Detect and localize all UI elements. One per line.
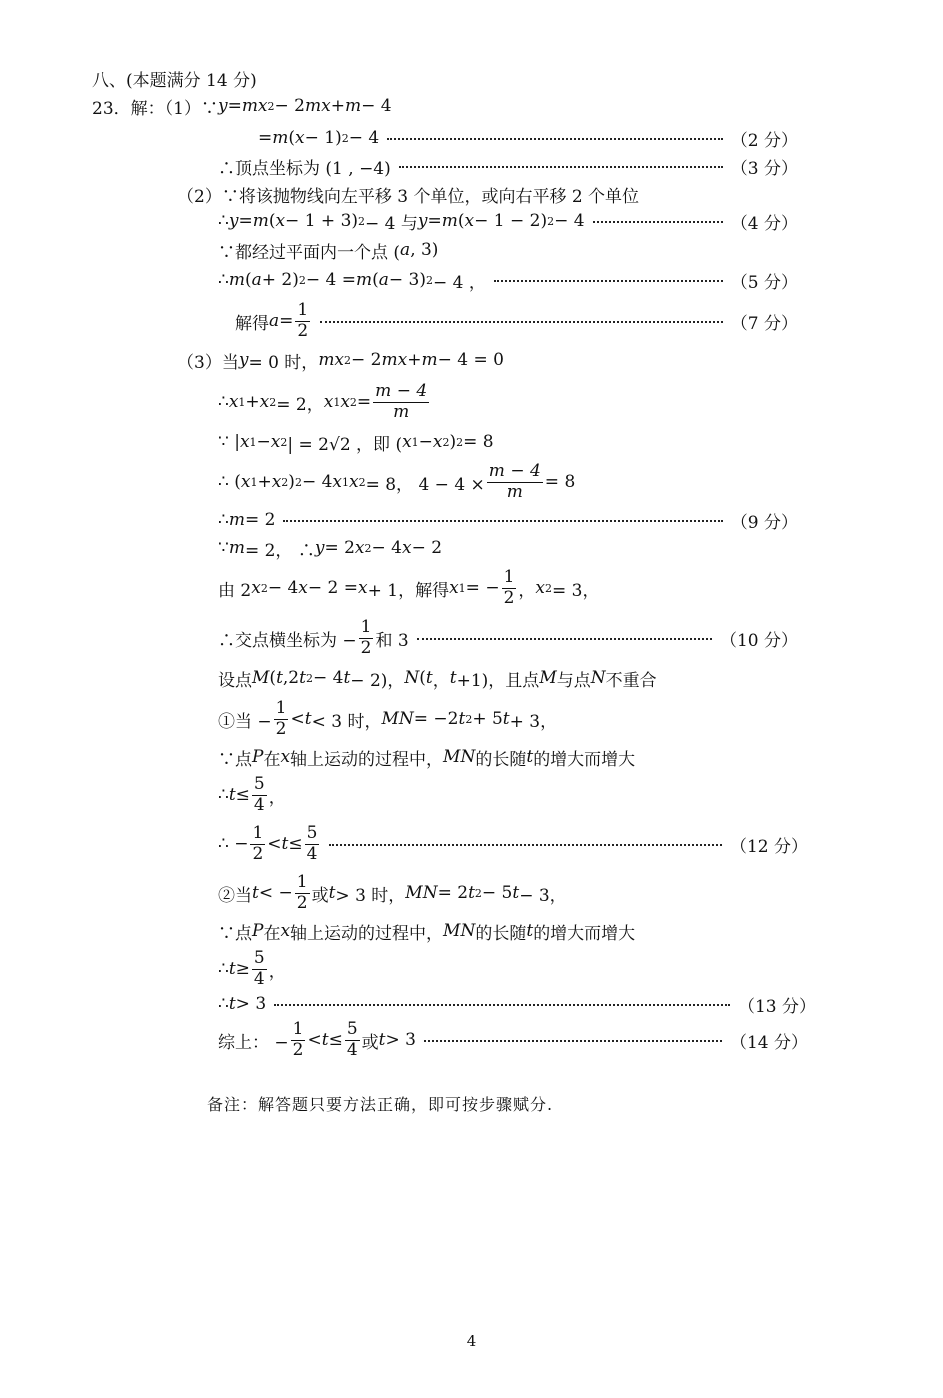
solution-step-3b: ∴ x 1 + x 2 = 2， x 1 x 2 = $\frac{m - 4}{m}$ (218, 380, 428, 422)
fraction: $\frac{1}{2}$ (275, 697, 287, 739)
solution-step-2e: 解得 a = $\frac{1}{2}$ （7 分） (235, 299, 798, 341)
fraction: $\frac{m - 4}{m}$ (488, 460, 541, 502)
score-label: （12 分） (729, 836, 808, 857)
solution-case-1: ①当 − $\frac{1}{2}$ < t < 3 时， MN = −2 t 2 + 5 t + 3， (218, 697, 558, 739)
solution-step-2d: ∴ m ( a + 2) 2 − 4 = m ( a − 3) 2 − 4 ， （5 分） (218, 265, 798, 295)
fraction: $\frac{5}{4}$ (253, 947, 265, 989)
solution-case-2-reason: ∵点 P 在 x 轴上运动的过程中， MN 的长随 t 的增大而增大 (218, 921, 636, 944)
solution-step-3d: ∴ ( x 1 + x 2 ) 2 − 4 x 1 x 2 = 8， 4 − 4 × $\frac{m - 4}{m}$ = 8 (218, 460, 576, 502)
solution-step-3a: （3）当 y = 0 时， mx 2 − 2 mx + m − 4 = 0 (177, 350, 504, 373)
solution-case-1-reason: ∵点 P 在 x 轴上运动的过程中， MN 的长随 t 的增大而增大 (218, 747, 636, 770)
solution-step-2c: ∵都经过平面内一个点 ( a , 3) (218, 240, 439, 263)
dot-leader (283, 518, 722, 522)
score-label: （4 分） (730, 213, 798, 234)
score-label: （10 分） (719, 630, 798, 651)
section-title: 八、(本题满分 14 分) (92, 70, 257, 91)
score-label: （2 分） (730, 130, 798, 151)
fraction: $\frac{1}{2}$ (296, 871, 308, 913)
score-label: （13 分） (737, 996, 816, 1017)
fraction: $\frac{1}{2}$ (292, 1018, 304, 1060)
score-label: （9 分） (730, 512, 798, 533)
solution-step-3g: 由 2 x 2 − 4 x − 2 = x + 1，解得 x 1 = − $\frac{1}{2}$ ， x 2 = 3， (218, 566, 600, 608)
dot-leader (593, 219, 723, 223)
solution-case-1-bound: ∴ t ≤ $\frac{5}{4}$ ， (218, 773, 286, 815)
solution-case-2-result: ∴ t > 3 （13 分） (218, 989, 816, 1019)
dot-leader (274, 1002, 730, 1006)
solution-step-3e: ∴ m = 2 （9 分） (218, 505, 798, 535)
solution-vertex: ∴顶点坐标为 (1 , −4) （3 分） (218, 151, 798, 181)
solution-step-3i: 设点 M ( t ,2 t 2 − 4 t − 2)， N ( t ， t +1)，且点 M 与点 N 不重合 (218, 668, 657, 691)
fraction: $\frac{1}{2}$ (360, 616, 372, 658)
solution-step-2b: ∴ y = m ( x − 1 + 3) 2 − 4 与 y = m ( x − 1 − 2) 2 − 4 （4 分） (218, 206, 798, 236)
dot-leader (424, 1038, 722, 1042)
solution-step-3f: ∵ m = 2， ∴ y = 2 x 2 − 4 x − 2 (218, 538, 443, 561)
dot-leader (329, 842, 721, 846)
page-number: 4 (466, 1332, 477, 1350)
dot-leader (320, 319, 723, 323)
solution-case-2: ②当 t < − $\frac{1}{2}$ 或 t > 3 时， MN = 2 t 2 − 5 t − 3， (218, 871, 567, 913)
fraction: $\frac{1}{2}$ (503, 566, 515, 608)
fraction: $\frac{5}{4}$ (306, 822, 318, 864)
score-label: （7 分） (730, 313, 798, 334)
score-label: （3 分） (730, 158, 798, 179)
solution-case-1-result: ∴ − $\frac{1}{2}$ < t ≤ $\frac{5}{4}$ （12 分） (218, 822, 808, 864)
fraction: $\frac{5}{4}$ (253, 773, 265, 815)
score-label: （14 分） (729, 1032, 808, 1053)
solution-step-1b: = m ( x − 1) 2 − 4 （2 分） (258, 123, 798, 153)
solution-conclusion: 综上： − $\frac{1}{2}$ < t ≤ $\frac{5}{4}$ 或 t > 3 （14 分） (218, 1018, 808, 1060)
fraction: $\frac{1}{2}$ (252, 822, 264, 864)
score-label: （5 分） (730, 272, 798, 293)
dot-leader (417, 636, 712, 640)
dot-leader (494, 278, 723, 282)
fraction: $\frac{m - 4}{m}$ (375, 380, 428, 422)
solution-step-2a: （2）∵将该抛物线向左平移 3 个单位，或向右平移 2 个单位 (177, 186, 640, 207)
solution-case-2-bound: ∴ t ≥ $\frac{5}{4}$ ， (218, 947, 286, 989)
solution-step-1a: 23．解：（1）∵ y = mx 2 − 2 mx + m − 4 (92, 96, 392, 119)
grading-note: 备注：解答题只要方法正确，即可按步骤赋分. (207, 1095, 554, 1114)
dot-leader (387, 136, 723, 140)
fraction: $\frac{1}{2}$ (297, 299, 309, 341)
solution-step-3h: ∴交点横坐标为 − $\frac{1}{2}$ 和 3 （10 分） (218, 616, 798, 658)
fraction: $\frac{5}{4}$ (346, 1018, 358, 1060)
solution-step-3c: ∵ | x 1 − x 2 | = 2√2 ，即 ( x 1 − x 2 ) 2 = 8 (218, 432, 494, 455)
dot-leader (399, 164, 723, 168)
